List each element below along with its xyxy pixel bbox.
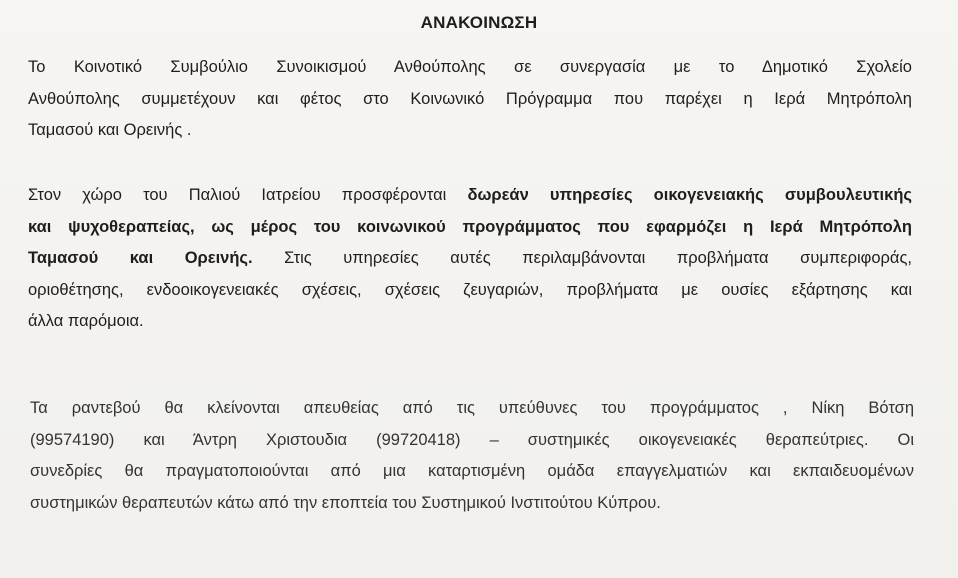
paragraph-3-line-1: Τα ραντεβού θα κλείνονται απευθείας από τις υπεύθυνες του προγράμματος , Νίκη Βότση	[30, 399, 914, 417]
announcement-title: ΑΝΑΚΟΙΝΩΣΗ	[420, 13, 538, 32]
paragraph-2-line-4: οριοθέτησης, ενδοοικογενειακές σχέσεις, σχέσεις ζευγαριών, προβλήματα με ουσίες εξάρτησης και	[28, 280, 912, 299]
paragraph-2-line-3-plain: Στις υπηρεσίες αυτές περιλαμβάνονται προβλήματα συμπεριφοράς,	[252, 249, 912, 267]
paragraph-1-line-2: Ανθούπολης συμμετέχουν και φέτος στο Κοινωνικό Πρόγραμμα που παρέχει η Ιερά Μητρόπολη	[28, 89, 912, 108]
paragraph-3-line-4: συστημικών θεραπευτών κάτω από την εποπτεία του Συστημικού Ινστιτούτου Κύπρου.	[30, 493, 661, 512]
paragraph-2-line-5: άλλα παρόμοια.	[28, 312, 144, 330]
paragraph-3-line-2: (99574190) και Άντρη Χριστουδια (99720418) – συστημικές οικογενειακές θεραπεύτριες. Οι	[30, 430, 914, 449]
paragraph-2-line-2	[28, 212, 912, 244]
paragraph-1	[28, 52, 912, 147]
paragraph-1-line-3: Ταμασού και Ορεινής .	[28, 121, 192, 139]
paragraph-2-line-1-bold: δωρεάν υπηρεσίες οικογενειακής συμβουλευτικής	[467, 186, 912, 204]
paragraph-1-line-1: Το Κοινοτικό Συμβούλιο Συνοικισμού Ανθούπολης σε συνεργασία με το Δημοτικό Σχολείο	[28, 58, 912, 76]
paragraph-2-line-3-bold: Ταμασού και Ορεινής.	[28, 249, 253, 267]
paragraph-3	[30, 393, 914, 519]
paragraph-2-line-1	[28, 180, 912, 212]
paragraph-3-line-3: συνεδρίες θα πραγματοποιούνται από μια καταρτισμένη ομάδα επαγγελματιών και εκπαιδευομένων	[30, 462, 914, 480]
paragraph-2-line-3	[28, 243, 912, 275]
paragraph-2-line-1-plain: Στον χώρο του Παλιού Ιατρείου προσφέρονται	[28, 186, 468, 204]
paragraph-2	[28, 180, 912, 338]
paragraph-2-line-2-bold: και ψυχοθεραπείας, ως μέρος του κοινωνικού προγράμματος που εφαρμόζει η Ιερά Μητρόπολη	[28, 217, 912, 236]
